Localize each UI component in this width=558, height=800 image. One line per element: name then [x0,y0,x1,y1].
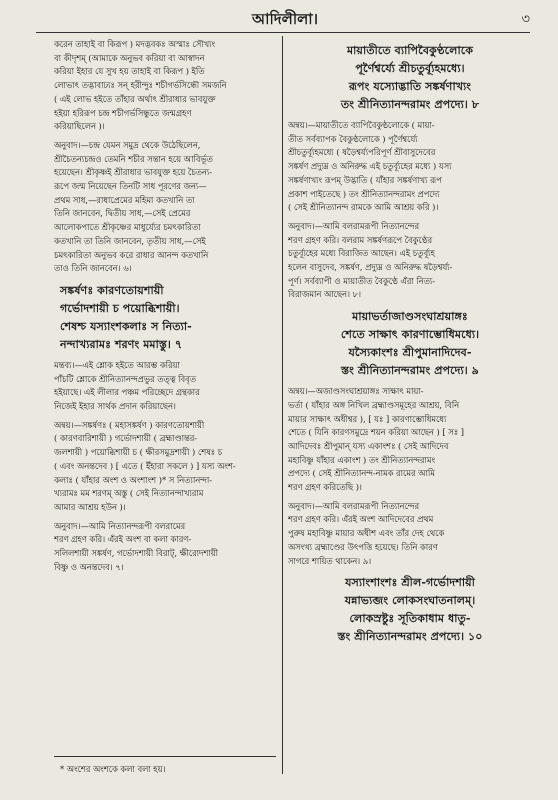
verse-7: সঙ্কর্ষণঃ কারণতোয়শায়ী গর্ভোদশায়ী চ পয়োব্ধিশায়ী। শেষশ্চ যস্যাংশকলাঃ স নিত্যা- নন্দাখ্যরামঃ শরণং মমাস্তু। ৭ [60,282,192,351]
translation-6: অনুবাদ।—চন্দ্র যেমন সমুদ্র থেকে উঠেছিলেন, শ্রীচৈতন্যচন্দ্রও তেমনি শচীর সন্তান হয়ে আবির্ভূত হয়েছেন। শ্রীকৃষ্ণই শ্রীরাধার ভাবযুক্ত হয়ে চৈতন্য- রূপে জন্ম নিয়েছেন তিনটি সাধ পূরণের জন্য— প্রথম সাধ,—রাধাপ্রেমের মহিমা কতখানি তা তিনি জানবেন, দ্বিতীয় সাধ,—সেই প্রেমের আলোকপাতে শ্রীকৃষ্ণের মাধুর্য্যের চমৎকারিতা কতখানি তা তিনি জানবেন, তৃতীয় সাধ,—সেই চমৎকারিতা অনুভব করে রাধার আনন্দ কতখানি তাও তিনি জানবেন। ৬। [54,139,213,274]
verse-8: মায়াতীতে ব্যাপিবৈকুণ্ঠলোকে পূর্ণৈশ্বর্য্যে শ্রীচতুর্ব্যূহমধ্যে। রূপং যস্যোদ্ভাতি সঙ্কর্ষণাখ্যং তং শ্রীনিত্যানন্দরামং প্রপদ্যে। ৮ [340,43,480,111]
verse-9: মায়াভর্তাজাণ্ডসংঘাশ্রয়াঙ্গঃ শেতে সাক্ষাৎ কারণাম্ভোধিমধ্যে। যস্যৈকাংশঃ শ্রীপুমানাদিদেব- স্তং শ্রীনিত্যানন্দরামং প্রপদ্যে। ৯ [340,309,480,378]
column-divider [282,36,283,774]
translation-8: অনুবাদ।—আমি বলরামরূপী নিত্যানন্দের শরণ গ্রহণ করি। বলরাম সঙ্কর্ষণরূপে বৈকুণ্ঠের চতুর্ব্যূহের মধ্যে বিরাজিত আছেন। এই চতুর্ব্যূহ হলেন বাসুদেব, সঙ্কর্ষণ, প্রদ্যুম্ন ও অনিরুদ্ধ ষড়ৈশ্বর্য্য- পূর্ণ। সর্বব্যাপী ও মায়াতীত বৈকুণ্ঠে এঁরা নিত্য- বিরাজমান আছেন। ৮। [288,220,453,300]
header-rule [36,32,530,33]
right-column [288,38,532,778]
footnote-rule [54,756,276,757]
translation-7: অনুবাদ।—আমি নিত্যানন্দরূপী বলরামের শরণ গ্রহণ করি। এঁরই অংশ বা কলা কারণ- সলিলশায়ী সঙ্কর্ষণ, গর্ভোদশায়ী বিরাট্, ক্ষীরোদশায়ী বিষ্ণু ও অনন্তদেব। ৭। [54,520,218,572]
page-header [40,8,530,30]
remark-7: মন্তব্য।—এই শ্লোক হইতে আরম্ভ করিয়া পাঁচটি শ্লোকে শ্রীনিত্যানন্দপ্রভুর তত্ত্ব বিবৃত হইয়াছে। এই লীলার পঞ্চম পরিচ্ছেদে গ্রন্থকার নিজেই ইহার সার্থক প্রদান করিয়াছেন। [54,359,200,412]
anvaya-8: অন্বয়।—মায়াতীতে ব্যাপিবৈকুণ্ঠলোকে ( মায়া- তীত সর্বব্যাপক বৈকুণ্ঠলোকে ) পূর্ণৈশ্বর্য্যে শ্রীচতুর্ব্যূহমধ্যে ( ষড়ৈশ্বর্য্যপরিপূর্ণ শ্রীবাসুদেবের সঙ্কর্ষণ প্রদ্যুম্ন ও অনিরুদ্ধ এই চতুর্ব্যূহের মধ্যে ) যস্য সঙ্কর্ষণাখ্যং রূপম্ উদ্ভাতি ( যাঁহার সঙ্কর্ষণাখ্য রূপ প্রকাশ পাইতেছে ) তং শ্রীনিত্যানন্দরামং প্রপদ্যে ( সেই শ্রীনিত্যানন্দ রামকে আমি আশ্রয় করি )। [288,120,452,213]
commentary-continued: করেন তাহাই বা কিরূপ ) মদদ্ভবকঃ অস্মাঃ সৌখ্যং বা কীদৃশম্ (আমাকে অনুভব করিয়া বা আস্বাদন করিয়া ইহার যে সুখ হয় তাহাই বা কিরূপ ) ইতি লোভাৎ তদ্ভাবাঢ্যঃ সন্ হরীন্দুঃ শচীগর্ভসিন্ধৌ সমজনি ( এই লোভ হইতে তাঁহার অর্থাৎ শ্রীরাধার ভাবযুক্ত হইয়া হরিরূপ চন্দ্র শচীগর্ভসিন্ধুতে জন্মগ্রহণ করিয়াছিলেন )। [54,39,227,132]
page-number: ৩ [521,12,530,27]
translation-9: অনুবাদ।—আমি বলরামরূপী নিত্যানন্দের শরণ গ্রহণ করি। এঁরই অংশ আদিদেবের প্রথম পুরুষ মহাবিষ্ণু মায়ার অধীশ এবং তাঁর দেহ থেকে অসংখ্য ব্রহ্মাণ্ডের উৎপত্তি হয়েছে। তিনি কারণ সাগরে শায়িত থাকেন। ৯। [288,500,445,566]
verse-10: যস্যাংশাংশঃ শ্রীল-গর্ভোদশায়ী যন্নাভ্যব্জং লোকসংঘাতনালম্। লোকস্রষ্টুঃ সূতিকাধাম ধাতু- স্তং শ্রীনিত্যানন্দরামং প্রপদ্যে। ১০ [337,575,483,644]
footnote: * অংশের অংশকে কলা বলা হয়। [60,764,166,774]
anvaya-9: অন্বয়।—অজাণ্ডসংঘাশ্রয়াঙ্গঃ সাক্ষাৎ মায়া- ভর্তা ( যাঁহার অঙ্গ নিখিল ব্রহ্মাণ্ডসমূহের আশ্রয়, বিনি মায়ার সাক্ষাৎ অধীশ্বর ), [ যঃ ] কারণাম্ভোধিমধ্যে শেতে ( যিনি কারণসমুদ্রে শয়ন করিয়া আছেন ) [ সঃ ] আদিদেবঃ শ্রীপুমান্ যস্য একাংশঃ ( সেই আদিদেব মহাবিষ্ণু যাঁহার একাংশ ) তং শ্রীনিত্যানন্দরামং প্রপদ্যে ( সেই শ্রীনিত্যানন্দ-নামক রামের আমি শরণ গ্রহণ করিতেছি )। [288,386,465,493]
anvaya-7: অন্বয়।—সঙ্কর্ষণঃ ( মহাসঙ্কর্ষণ ) কারণতোয়শায়ী ( কারণবারিশায়ী ) গর্ভোদশায়ী ( ব্রহ্মাণ্ডান্তর- জলশায়ী ) পয়োব্ধিশায়ী চ ( ক্ষীরসমুদ্রশায়ী ) শেষঃ চ ( এবং অনন্তদেব ) [ এতে ( ইঁহারা সকলে ) ] যস্য অংশ- কলাঃ ( যাঁহার অংশ ও অংশাংশ )* স নিত্যানন্দা- খ্যরামঃ মম শরণম্ অস্তু ( সেই নিত্যানন্দাখ্যরাম আমার আশ্রয় হউন )। [54,419,236,512]
running-title: আদিলীলা। [251,10,319,28]
left-column [54,38,276,778]
